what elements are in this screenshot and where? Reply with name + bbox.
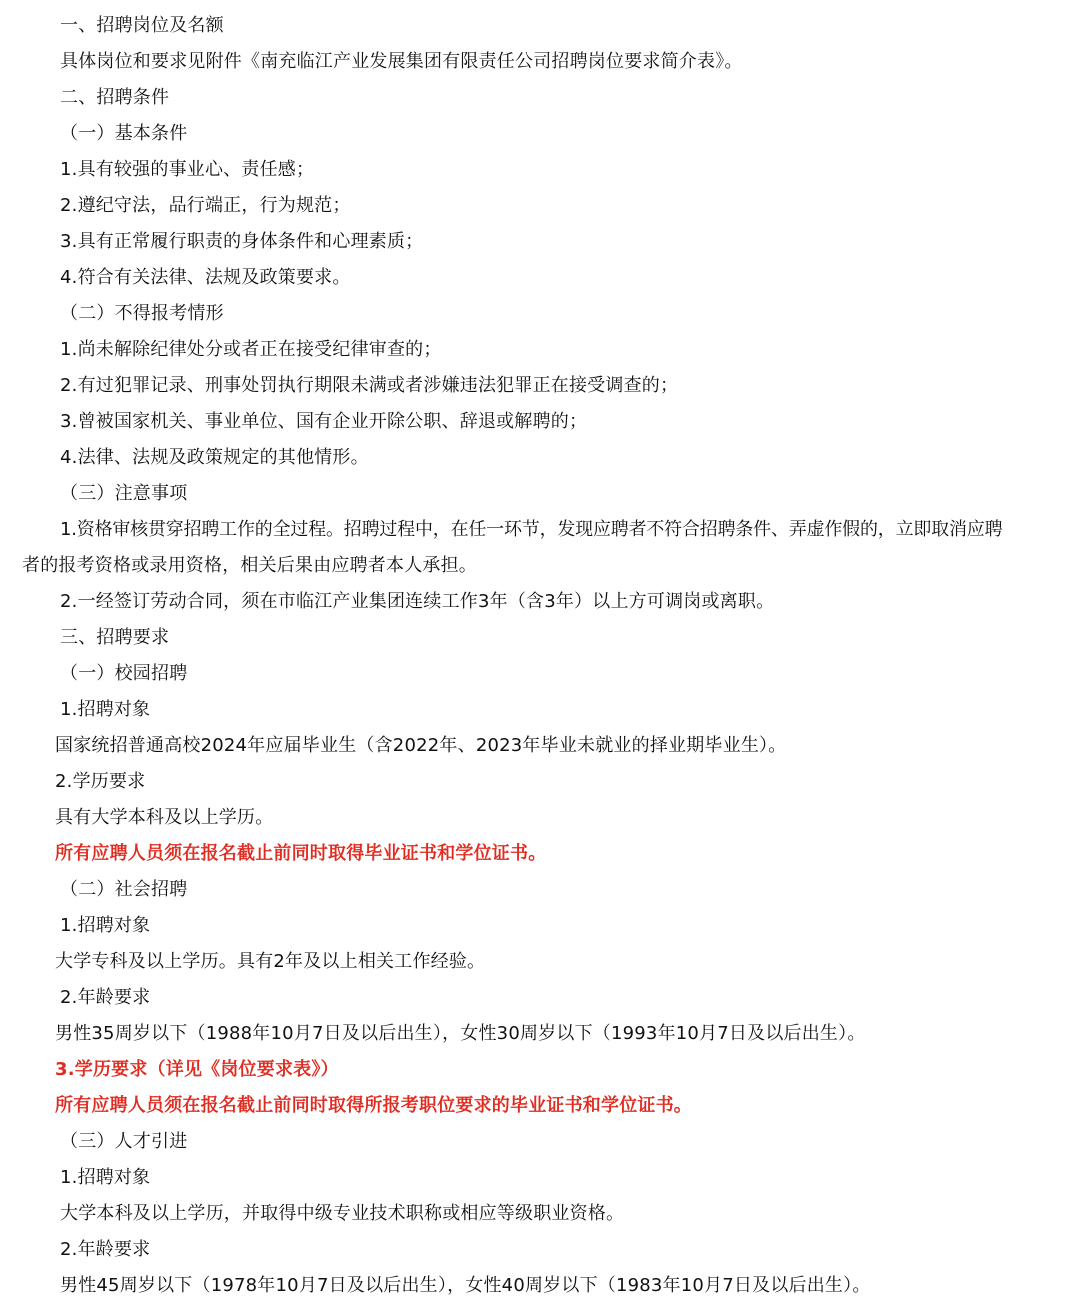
subsection-heading: （一）校园招聘	[60, 663, 188, 684]
paragraph-line: 具有大学本科及以上学历。	[55, 807, 274, 828]
paragraph-line: 具体岗位和要求见附件《南充临江产业发展集团有限责任公司招聘岗位要求简介表》。	[60, 51, 743, 72]
paragraph-line: 男性35周岁以下（1988年10月7日及以后出生），女性30周岁以下（1993年10月7日及以后出生）。	[55, 1023, 866, 1044]
list-item: 3.曾被国家机关、事业单位、国有企业开除公职、辞退或解聘的；	[60, 411, 588, 432]
list-item: 2.遵纪守法，品行端正，行为规范；	[60, 195, 351, 216]
paragraph-line: 者的报考资格或录用资格，相关后果由应聘者本人承担。	[22, 555, 477, 576]
paragraph-line: 国家统招普通高校2024年应届毕业生（含2022年、2023年毕业未就业的择业期毕业生）。	[55, 735, 787, 756]
highlight-notice: 所有应聘人员须在报名截止前同时取得所报考职位要求的毕业证书和学位证书。	[55, 1095, 692, 1116]
subsection-heading: （二）不得报考情形	[60, 303, 224, 324]
list-item: 1.尚未解除纪律处分或者正在接受纪律审查的；	[60, 339, 442, 360]
section-heading: 一、招聘岗位及名额	[60, 15, 224, 36]
list-item: 4.法律、法规及政策规定的其他情形。	[60, 447, 369, 468]
paragraph-line: 大学本科及以上学历，并取得中级专业技术职称或相应等级职业资格。	[60, 1203, 625, 1224]
section-heading: 三、招聘要求	[60, 627, 170, 648]
highlight-notice: 3.学历要求（详见《岗位要求表》）	[55, 1059, 339, 1080]
item-heading: 1.招聘对象	[60, 699, 151, 720]
list-item: 1.具有较强的事业心、责任感；	[60, 159, 315, 180]
section-heading: 二、招聘条件	[60, 87, 170, 108]
item-heading: 2.年龄要求	[60, 987, 151, 1008]
subsection-heading: （三）人才引进	[60, 1131, 188, 1152]
item-heading: 1.招聘对象	[60, 1167, 151, 1188]
subsection-heading: （一）基本条件	[60, 123, 188, 144]
list-item: 3.具有正常履行职责的身体条件和心理素质；	[60, 231, 424, 252]
item-heading: 2.年龄要求	[60, 1239, 151, 1260]
paragraph-line: 男性45周岁以下（1978年10月7日及以后出生），女性40周岁以下（1983年10月7日及以后出生）。	[60, 1275, 871, 1296]
highlight-notice: 所有应聘人员须在报名截止前同时取得毕业证书和学位证书。	[55, 843, 547, 864]
list-item: 1.资格审核贯穿招聘工作的全过程。招聘过程中，在任一环节，发现应聘者不符合招聘条件、弄虚作假的，立即取消应聘	[60, 519, 1003, 540]
paragraph-line: 大学专科及以上学历。具有2年及以上相关工作经验。	[55, 951, 486, 972]
list-item: 2.一经签订劳动合同，须在市临江产业集团连续工作3年（含3年）以上方可调岗或离职。	[60, 591, 775, 612]
list-item: 4.符合有关法律、法规及政策要求。	[60, 267, 351, 288]
item-heading: 2.学历要求	[55, 771, 146, 792]
subsection-heading: （三）注意事项	[60, 483, 188, 504]
subsection-heading: （二）社会招聘	[60, 879, 188, 900]
item-heading: 1.招聘对象	[60, 915, 151, 936]
list-item: 2.有过犯罪记录、刑事处罚执行期限未满或者涉嫌违法犯罪正在接受调查的；	[60, 375, 679, 396]
